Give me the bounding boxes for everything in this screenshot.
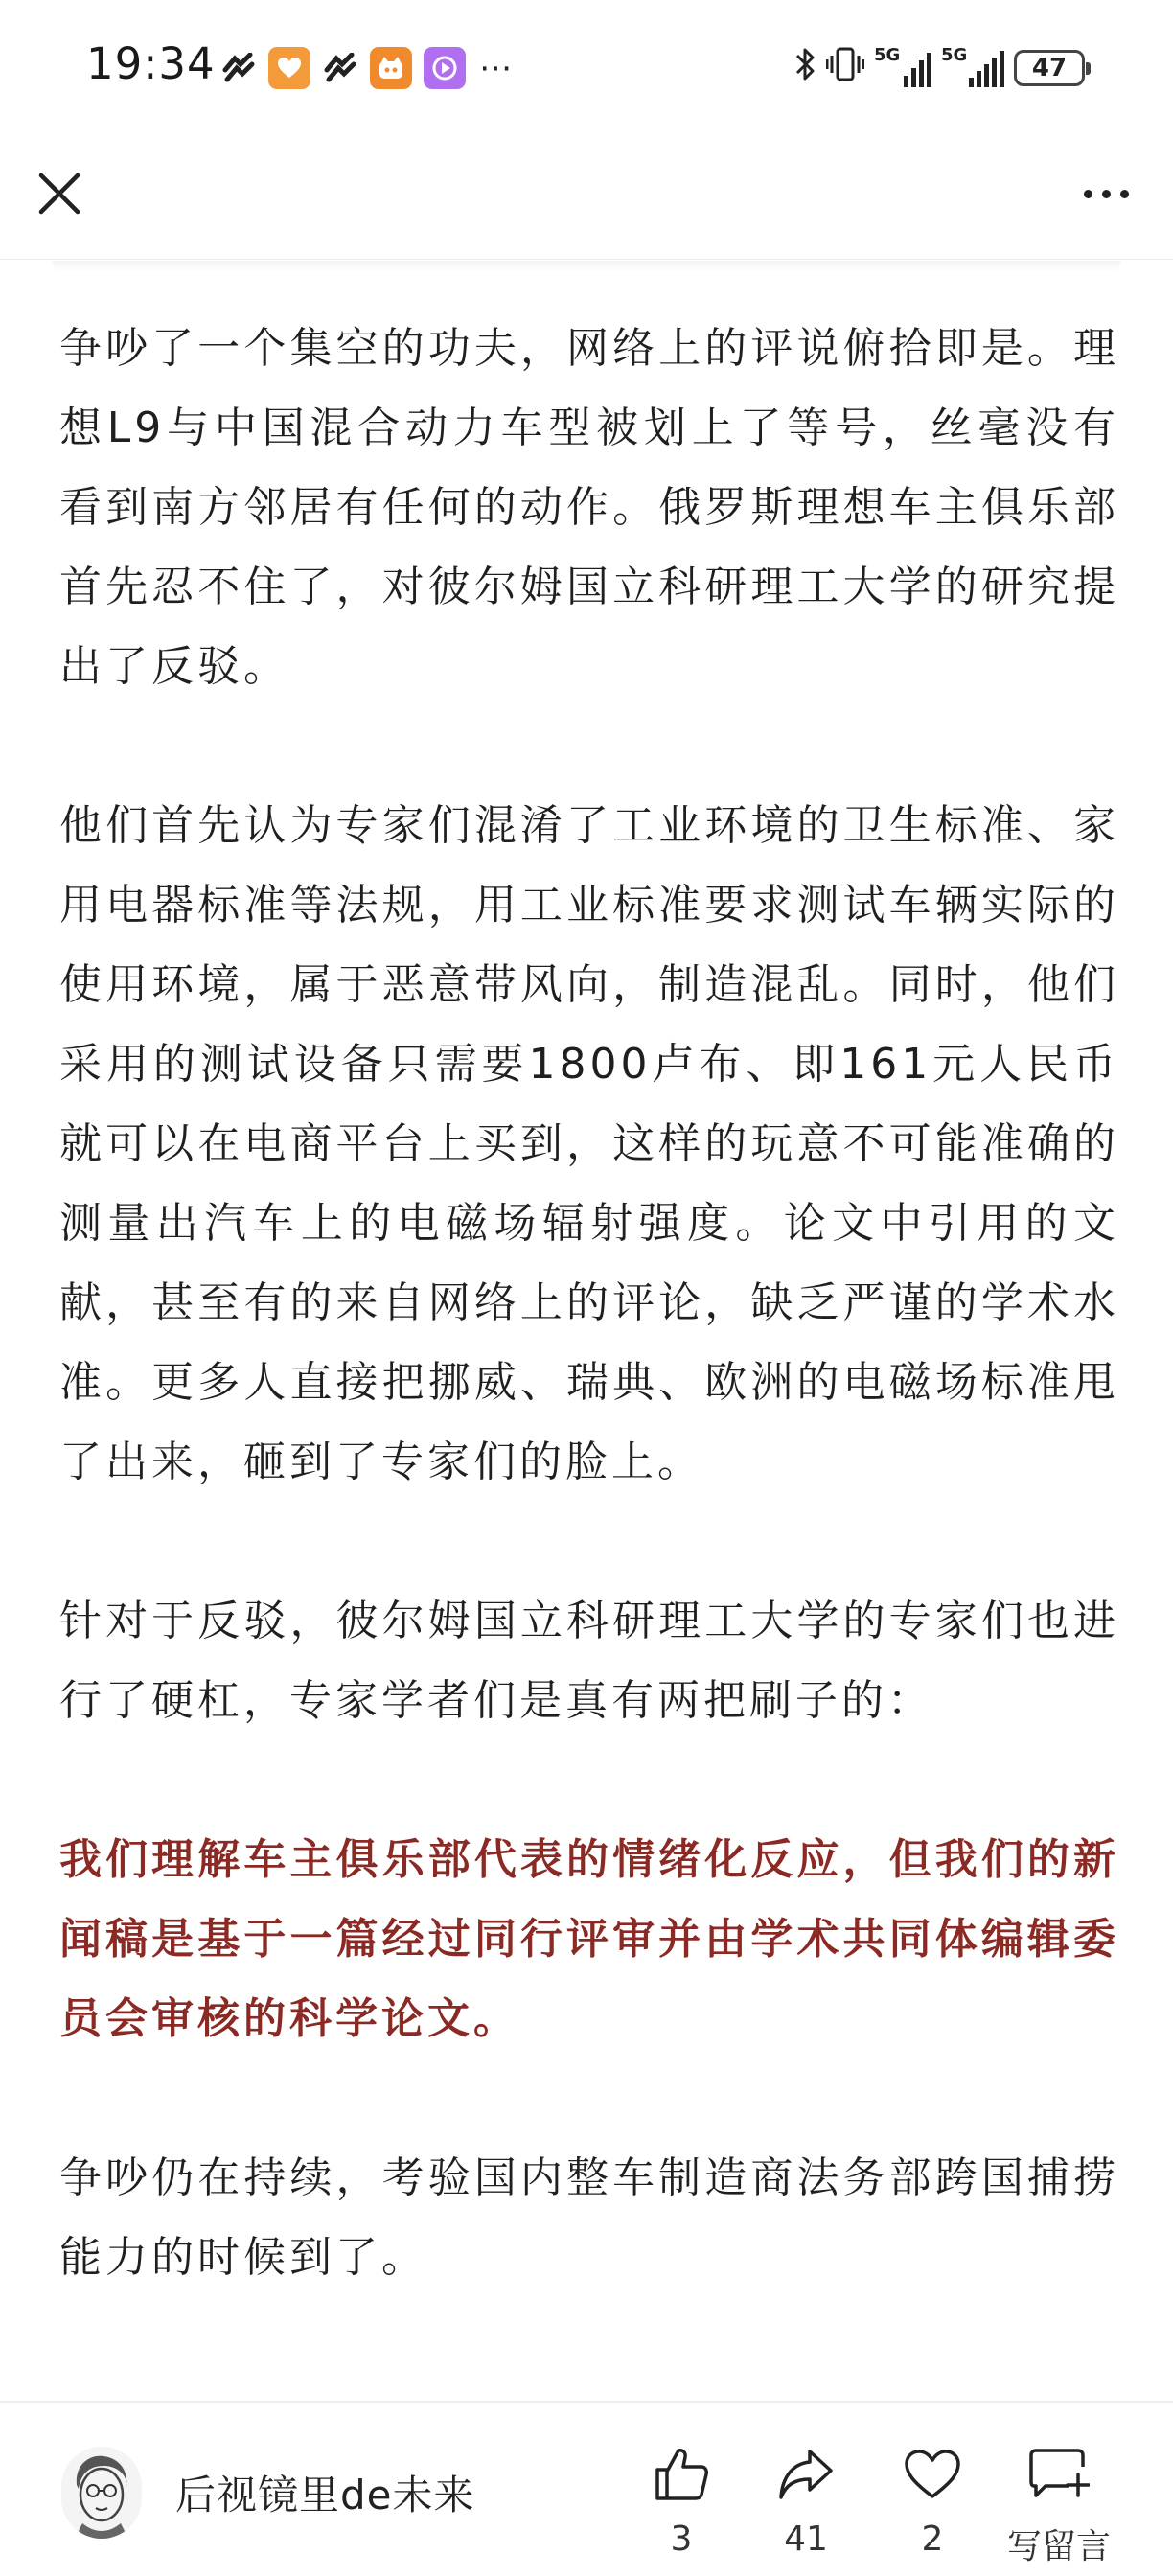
- wave-app-icon-2: [322, 47, 358, 89]
- status-time: 19:34: [86, 38, 216, 89]
- status-bar: [0, 0, 1173, 134]
- bottom-action-bar: [0, 2403, 1173, 2576]
- write-comment-button[interactable]: [997, 2441, 1121, 2568]
- more-dot-icon: [1120, 190, 1129, 198]
- article-quote: 我们理解车主俱乐部代表的情绪化反应，但我们的新闻稿是基于一篇经过同行评审并由学术共同体编辑委员会审核的科学论文。: [59, 1835, 1119, 2043]
- like-button[interactable]: [619, 2441, 744, 2559]
- wave-app-icon: [220, 47, 257, 89]
- nav-divider: [0, 259, 1173, 260]
- more-notifications-icon: ⋯: [479, 49, 514, 87]
- like-count: 3: [670, 2519, 693, 2559]
- article-paragraph: 争吵了一个集空的功夫，网络上的评说俯拾即是。理想L9与中国混合动力车型被划上了等号，丝毫没有看到南方邻居有任何的动作。俄罗斯理想车主俱乐部首先忍不住了，对彼尔姆国立科研理工大学的研究提出了反驳。: [59, 324, 1119, 691]
- share-button[interactable]: [744, 2441, 868, 2559]
- battery-level: 47: [1031, 54, 1068, 82]
- more-dot-icon: [1102, 190, 1111, 198]
- nav-bar: [0, 134, 1173, 259]
- signal1-label: 5G: [874, 45, 901, 65]
- article-body: [59, 309, 1119, 2297]
- video-app-icon: [424, 47, 466, 89]
- favorite-count: 2: [921, 2519, 944, 2559]
- heart-app-icon: [268, 47, 310, 89]
- thumbs-up-icon: [654, 2441, 709, 2508]
- bluetooth-icon: [794, 46, 816, 90]
- write-comment-label: 写留言: [1006, 2527, 1111, 2566]
- cellular-signal-2-icon: [941, 45, 1004, 87]
- cat-app-icon: [370, 47, 412, 89]
- system-icons: [794, 46, 1085, 90]
- cellular-signal-1-icon: [874, 45, 932, 87]
- scroll-shadow: [53, 261, 1120, 272]
- battery-icon: [1014, 50, 1085, 86]
- favorite-button[interactable]: [870, 2441, 995, 2559]
- notification-icons: [220, 46, 516, 90]
- share-arrow-icon: [777, 2441, 835, 2508]
- more-dot-icon: [1084, 190, 1092, 198]
- comment-add-icon: [1028, 2441, 1090, 2508]
- close-button[interactable]: [29, 163, 90, 224]
- signal2-label: 5G: [941, 45, 968, 65]
- author-name[interactable]: 后视镜里de未来: [175, 2472, 475, 2518]
- vibrate-icon: [826, 46, 864, 90]
- heart-icon: [904, 2441, 961, 2508]
- share-count: 41: [784, 2519, 828, 2559]
- more-options-button[interactable]: [1068, 163, 1144, 224]
- article-paragraph: 他们首先认为专家们混淆了工业环境的卫生标准、家用电器标准等法规，用工业标准要求测试车辆实际的使用环境，属于恶意带风向，制造混乱。同时，他们采用的测试设备只需要1800卢布、即161元人民币就可以在电商平台上买到，这样的玩意不可能准确的测量出汽车上的电磁场辐射强度。论文中引用的文献，甚至有的来自网络上的评论，缺乏严谨的学术水准。更多人直接把挪威、瑞典、欧洲的电磁场标准甩了出来，砸到了专家们的脸上。: [59, 801, 1119, 1486]
- article-paragraph: 针对于反驳，彼尔姆国立科研理工大学的专家们也进行了硬杠，专家学者们是真有两把刷子的：: [59, 1597, 1119, 1725]
- close-icon: [37, 172, 81, 216]
- article-paragraph: 争吵仍在持续，考验国内整车制造商法务部跨国捕捞能力的时候到了。: [59, 2153, 1119, 2282]
- author-avatar[interactable]: [61, 2447, 142, 2539]
